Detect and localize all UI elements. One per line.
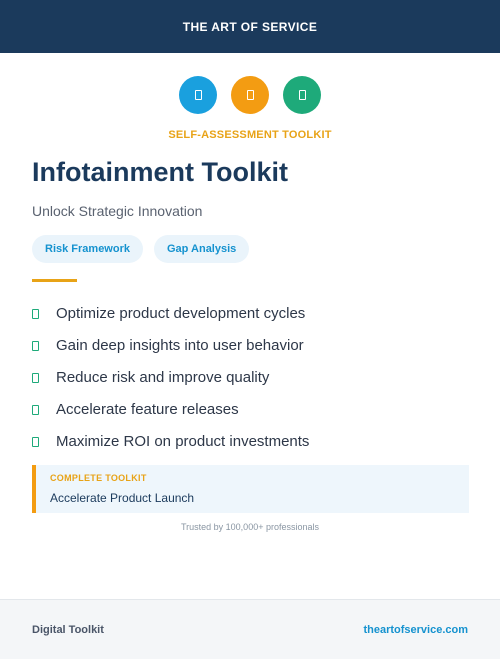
brand-name: THE ART OF SERVICE [182,19,318,34]
document-icon [283,76,321,114]
page-footer [0,599,500,659]
accent-divider [32,279,77,282]
benefit-text: Maximize ROI on product investments [56,432,310,450]
page-title: Infotainment Toolkit [32,157,288,187]
icon-row [0,76,500,114]
tag-gap-analysis: Gap Analysis [154,235,249,263]
benefit-item [32,393,309,425]
check-icon [32,405,39,415]
trust-statement: Trusted by 100,000+ professionals [180,522,319,532]
check-icon [32,341,39,351]
benefit-item [32,329,309,361]
benefit-text: Reduce risk and improve quality [56,368,270,386]
tag-risk-framework: Risk Framework [32,235,143,263]
section-kicker: SELF-ASSESSMENT TOOLKIT [168,129,332,141]
tag-list [32,235,249,263]
check-icon [32,309,39,319]
brand-header [0,0,500,53]
document-icon [179,76,217,114]
website-link[interactable]: theartofservice.com [363,623,468,636]
complete-toolkit-callout [32,465,469,513]
benefit-item [32,425,309,457]
benefit-list [32,297,309,457]
check-icon [32,437,39,447]
benefit-text: Gain deep insights into user behavior [56,336,304,354]
footer-label: Digital Toolkit [32,623,104,636]
benefit-text: Accelerate feature releases [56,400,239,418]
document-icon [231,76,269,114]
benefit-text: Optimize product development cycles [56,304,306,322]
benefit-item [32,297,309,329]
callout-text: Accelerate Product Launch [50,491,195,505]
benefit-item [32,361,309,393]
check-icon [32,373,39,383]
callout-kicker: COMPLETE TOOLKIT [50,473,147,483]
page-subtitle: Unlock Strategic Innovation [32,203,203,219]
